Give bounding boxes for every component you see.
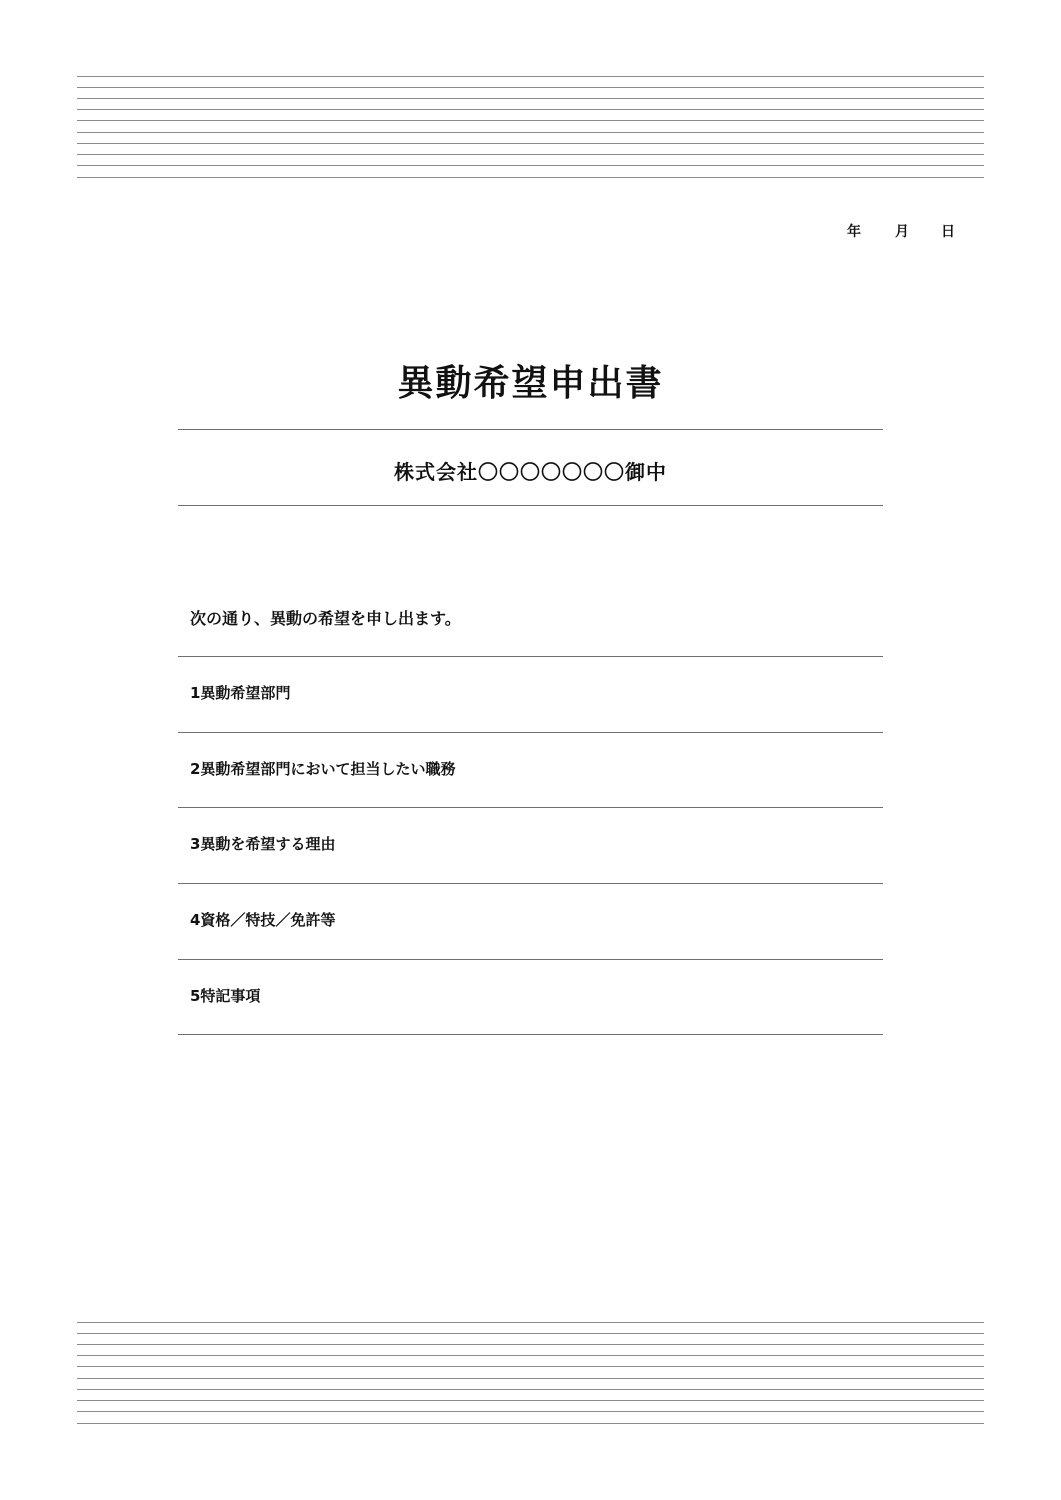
- ruled-line: [77, 98, 984, 99]
- divider: [178, 732, 883, 733]
- ruled-line: [77, 1355, 984, 1356]
- intro-text: 次の通り、異動の希望を申し出ます。: [190, 609, 461, 628]
- divider: [178, 505, 883, 506]
- addressee: 株式会社〇〇〇〇〇〇〇御中: [394, 460, 667, 484]
- ruled-line: [77, 132, 984, 133]
- date-day-label: 日: [941, 224, 955, 240]
- ruled-line: [77, 1333, 984, 1334]
- divider: [178, 883, 883, 884]
- ruled-line: [77, 76, 984, 77]
- ruled-line: [77, 1423, 984, 1424]
- ruled-line: [77, 1344, 984, 1345]
- ruled-line: [77, 109, 984, 110]
- divider: [178, 656, 883, 657]
- ruled-line: [77, 1366, 984, 1367]
- ruled-line: [77, 1389, 984, 1390]
- divider: [178, 959, 883, 960]
- ruled-line: [77, 1322, 984, 1323]
- divider: [178, 429, 883, 430]
- ruled-line: [77, 177, 984, 178]
- item-reason: 3異動を希望する理由: [190, 835, 336, 853]
- top-ruled-band: [77, 76, 984, 180]
- divider: [178, 807, 883, 808]
- item-special-notes: 5特記事項: [190, 987, 261, 1005]
- document-title: 異動希望申出書: [397, 363, 664, 404]
- bottom-ruled-band: [77, 1322, 984, 1426]
- ruled-line: [77, 87, 984, 88]
- divider: [178, 1034, 883, 1035]
- date-row: [840, 221, 970, 241]
- item-desired-duties: 2異動希望部門において担当したい職務: [190, 760, 456, 778]
- item-transfer-department: 1異動希望部門: [190, 684, 291, 702]
- ruled-line: [77, 143, 984, 144]
- ruled-line: [77, 1378, 984, 1379]
- date-year-label: 年: [847, 224, 861, 240]
- ruled-line: [77, 165, 984, 166]
- ruled-line: [77, 154, 984, 155]
- date-month-label: 月: [895, 224, 909, 240]
- ruled-line: [77, 120, 984, 121]
- ruled-line: [77, 1400, 984, 1401]
- ruled-line: [77, 1411, 984, 1412]
- item-qualifications: 4資格／特技／免許等: [190, 911, 336, 929]
